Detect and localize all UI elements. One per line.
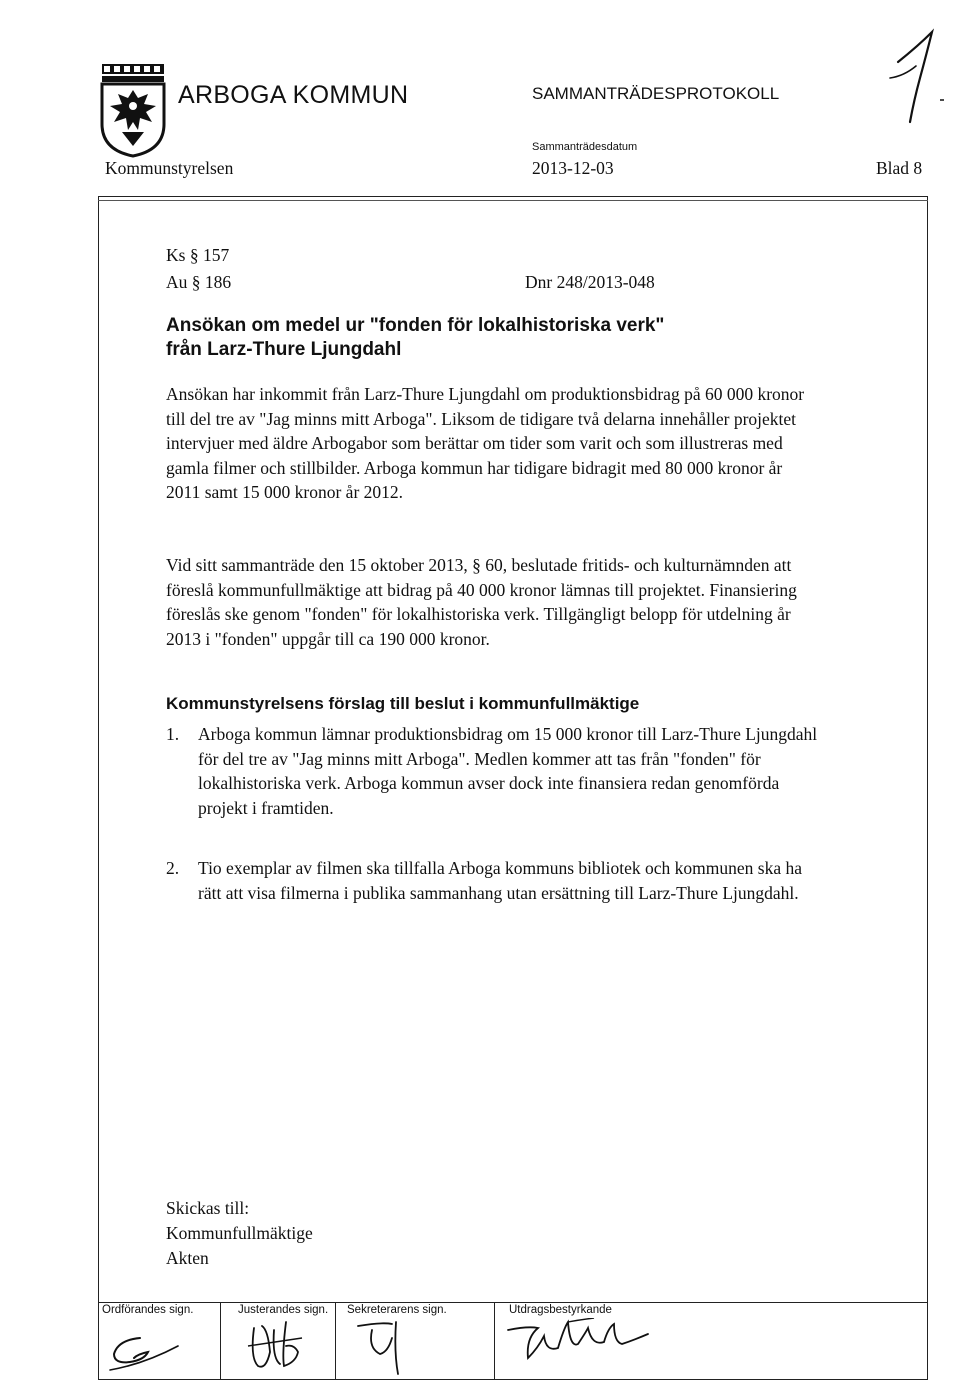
handwritten-page-number: [880, 26, 950, 126]
proposal-item-text: Arboga kommun lämnar produktionsbidrag om 15 000 kronor till Larz-Thure Ljungdahl för del tre av "Jag minns mitt Arboga". Medlen kommer att tas från "fonden" för lokalhistoriska verk. Arboga kommun avser dock inte finansiera redan genomförda projekt i framtiden.: [198, 724, 818, 818]
coat-of-arms-logo: [100, 62, 166, 158]
committee-name: Kommunstyrelsen: [105, 158, 234, 178]
signature-row-divider: [98, 1302, 928, 1303]
adjuster-signature-label: Justerandes sign.: [238, 1304, 329, 1316]
distribution-list: [166, 1196, 313, 1271]
distribution-recipient: Kommunfullmäktige: [166, 1223, 313, 1243]
document-type: SAMMANTRÄDESPROTOKOLL: [532, 84, 780, 103]
secretary-signature-label: Sekreterarens sign.: [347, 1304, 447, 1316]
adjuster-signature: [240, 1318, 330, 1380]
certification-signature-label: Utdragsbestyrkande: [509, 1304, 612, 1316]
matter-title: [166, 314, 866, 362]
au-section-ref: Au § 186: [166, 272, 232, 292]
matter-title-line: Ansökan om medel ur "fonden för lokalhistoriska verk": [166, 315, 665, 336]
matter-title-line: från Larz-Thure Ljungdahl: [166, 339, 402, 360]
proposal-item-number: 2.: [166, 858, 180, 878]
frame-divider: [98, 200, 928, 201]
signature-cell-divider: [335, 1302, 336, 1380]
proposal-item: [166, 722, 826, 847]
chair-signature: [104, 1318, 214, 1380]
organization-name: ARBOGA KOMMUN: [178, 81, 409, 109]
proposal-item-number: 1.: [166, 724, 180, 744]
signature-cell-divider: [494, 1302, 495, 1380]
certification-signature: [498, 1318, 658, 1380]
proposal-heading: Kommunstyrelsens förslag till beslut i kommunfullmäktige: [166, 694, 640, 713]
diary-number: Dnr 248/2013-048: [525, 272, 655, 292]
proposal-item-text: Tio exemplar av filmen ska tillfalla Arboga kommuns bibliotek och kommunen ska ha rätt att visa filmerna i publika sammanhang utan ersättning till Larz-Thure Ljungdahl.: [198, 858, 802, 903]
distribution-recipient: Akten: [166, 1248, 209, 1268]
sheet-number: Blad 8: [876, 158, 923, 178]
body-paragraph: Vid sitt sammanträde den 15 oktober 2013, § 60, beslutade fritids- och kulturnämnden att föreslå kommunfullmäktige att bidrag på 40 000 kronor lämnas till projektet. Finansiering föreslås ske genom "fonden" för lokalhistoriska verk. Tillgängligt belopp för utdelning år 2013 i "fonden" uppgår till ca 190 000 kronor.: [166, 555, 797, 649]
ks-section-ref: Ks § 157: [166, 245, 230, 265]
meeting-date: 2013-12-03: [532, 158, 614, 178]
secretary-signature: [352, 1318, 432, 1380]
signature-cell-divider: [220, 1302, 221, 1380]
meeting-date-label: Sammanträdesdatum: [532, 141, 638, 153]
distribution-label: Skickas till:: [166, 1198, 250, 1218]
chair-signature-label: Ordförandes sign.: [102, 1304, 194, 1316]
body-paragraph: Ansökan har inkommit från Larz-Thure Ljungdahl om produktionsbidrag på 60 000 kronor till del tre av "Jag minns mitt Arboga". Liksom de tidigare två delarna innehåller projektet intervjuer med äldre Arbogabor som berättar om tider som varit och som illustreras med gamla filmer och stillbilder. Arboga kommun har tidigare bidragit med 80 000 kronor år 2011 samt 15 000 kronor år 2012.: [166, 384, 805, 502]
proposal-item: [166, 856, 826, 931]
